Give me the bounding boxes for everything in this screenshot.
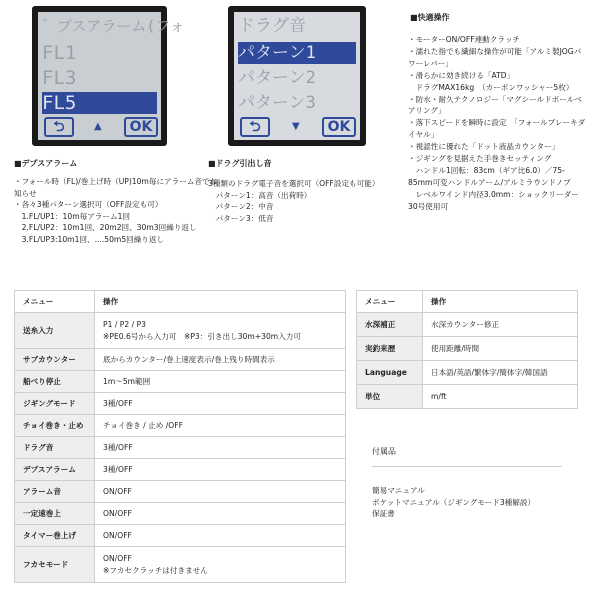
menu-table-main xyxy=(14,290,346,583)
lcd-row-pattern2: パターン2 xyxy=(238,68,316,88)
ok-button-icon: OK xyxy=(124,117,158,137)
operation-cell: チョイ巻き / 止め /OFF xyxy=(95,415,346,437)
table-row xyxy=(15,415,346,437)
lcd-softkeys xyxy=(238,117,356,137)
lcd-screen-depth-alarm xyxy=(32,6,185,146)
lcd-screen-drag-sound xyxy=(228,6,366,146)
operation-cell: ON/OFF xyxy=(95,525,346,547)
table-row xyxy=(357,337,578,361)
lcd-row-fl5-selected: FL5 xyxy=(42,92,157,114)
lcd-softkeys xyxy=(42,117,157,137)
menu-cell: ドラグ音 xyxy=(15,437,95,459)
menu-cell: 単位 xyxy=(357,385,423,409)
menu-cell: チョイ巻き・止め xyxy=(15,415,95,437)
table-row xyxy=(15,459,346,481)
lcd-row-pattern1-selected: パターン1 xyxy=(238,42,356,64)
lcd-display xyxy=(38,12,185,140)
table-row xyxy=(15,525,346,547)
operation-cell: ON/OFF xyxy=(95,503,346,525)
menu-cell: ジギングモード xyxy=(15,393,95,415)
lcd-row-title: ゛プスアラーム(フォ xyxy=(42,17,185,35)
table-row xyxy=(15,547,346,583)
lcd-row-fl3: FL3 xyxy=(42,67,77,89)
accessory-item: 簡易マニュアル xyxy=(372,486,425,495)
menu-cell: 一定速巻上 xyxy=(15,503,95,525)
accessory-item: ポケットマニュアル（ジギングモード3種解説） xyxy=(372,497,536,507)
drag-sound-text: 3種類のドラグ電子音を選択可（OFF設定も可能） パターン1：高音（出荷時） パターン2：中音 パターン3：低音 xyxy=(208,179,380,223)
accessories-list xyxy=(372,485,592,520)
menu-cell: 水深補正 xyxy=(357,313,423,337)
table-row xyxy=(15,481,346,503)
table-row xyxy=(15,371,346,393)
operation-cell: 日本語/英語/繁体字/簡体字/韓国語 xyxy=(423,361,578,385)
column-header-menu: メニュー xyxy=(15,291,95,313)
table-row xyxy=(15,349,346,371)
lcd-row-title: ドラグ音 xyxy=(238,16,306,36)
lcd-row-fl1: FL1 xyxy=(42,42,77,64)
operation-cell: 3種/OFF xyxy=(95,459,346,481)
operation-cell: ON/OFF xyxy=(95,481,346,503)
column-header-menu: メニュー xyxy=(357,291,423,313)
menu-cell: タイマー巻上げ xyxy=(15,525,95,547)
ok-button-icon: OK xyxy=(322,117,356,137)
operation-cell: 底からカウンター/巻上速度表示/巻上残り時間表示 xyxy=(95,349,346,371)
table-row xyxy=(15,393,346,415)
operation-cell: P1 / P2 / P3 ※PE0.6号から入力可 ※P3：引き出し30m+30m入力可 xyxy=(95,313,346,349)
operation-cell: 1m〜5m範囲 xyxy=(95,371,346,393)
menu-cell: 送糸入力 xyxy=(15,313,95,349)
table-row xyxy=(15,313,346,349)
depth-alarm-text: ・フォール時（FL)/巻上げ時（UP)10m毎にアラーム音でお知らせ ・各々3種パターン選択可（OFF設定も可） 1.FL/UP1：10m毎アラーム1回 2.FL/UP2：10m1回、20m2回、30m3回繰り返し 3.FL/UP3:10m1回、....50m5回繰り返し xyxy=(14,177,218,244)
table-row xyxy=(15,503,346,525)
menu-cell: デプスアラーム xyxy=(15,459,95,481)
operation-cell: 水深カウンター修正 xyxy=(423,313,578,337)
menu-cell: サブカウンター xyxy=(15,349,95,371)
table-row xyxy=(15,437,346,459)
column-header-operation: 操作 xyxy=(95,291,346,313)
operation-cell: 使用距離/時間 xyxy=(423,337,578,361)
accessories-divider xyxy=(372,466,562,467)
table-row xyxy=(357,385,578,409)
table-header-row xyxy=(15,291,346,313)
accessory-item: 保証書 xyxy=(372,509,395,518)
back-icon: ⮌ xyxy=(44,117,74,137)
column-header-operation: 操作 xyxy=(423,291,578,313)
menu-cell: Language xyxy=(357,361,423,385)
depth-alarm-heading: ■デプスアラーム xyxy=(14,159,78,168)
menu-cell: フカセモード xyxy=(15,547,95,583)
operation-cell: 3種/OFF xyxy=(95,437,346,459)
operation-cell: 3種/OFF xyxy=(95,393,346,415)
table-row xyxy=(357,361,578,385)
operation-cell: m/ft xyxy=(423,385,578,409)
menu-cell: 船べり停止 xyxy=(15,371,95,393)
operation-cell: ON/OFF ※フカセクラッチは付きません xyxy=(95,547,346,583)
menu-table-right xyxy=(356,290,578,409)
up-arrow-icon: ▲ xyxy=(94,121,102,132)
table-row xyxy=(357,313,578,337)
drag-sound-heading: ■ドラグ引出し音 xyxy=(208,159,272,168)
table-header-row xyxy=(357,291,578,313)
lcd-row-pattern3: パターン3 xyxy=(238,93,316,113)
down-arrow-icon: ▼ xyxy=(292,121,300,132)
menu-cell: 実釣来歴 xyxy=(357,337,423,361)
accessories-heading: 付属品 xyxy=(372,447,396,456)
features-text: ・モーターON/OFF連動クラッチ ・濡れた指でも繊細な操作が可能「アルミ製JOGパワーレバー」 ・滑らかに効き続ける「ATD」 ドラグMAX16kg （カーボンワッシャー5枚） ・防水・耐久テクノロジー「マグシールドボールベアリング」 ・落下スピードを瞬時に設定 「フォールブレーキダイヤル」 ・視認性に優れた「ドット液晶カウンター」 ・ジギングを見据えた手巻きセッティング ハンドル1回転：83cm（ギア比6.0）／75-85mm可変ハンドルアーム/アルミラウンドノブ レベルワインド内径3.0mm：ショックリーダー30号使用可 xyxy=(408,35,586,211)
lcd-display xyxy=(234,12,360,140)
back-icon: ⮌ xyxy=(240,117,270,137)
menu-cell: アラーム音 xyxy=(15,481,95,503)
features-heading: ■快適操作 xyxy=(410,13,450,22)
